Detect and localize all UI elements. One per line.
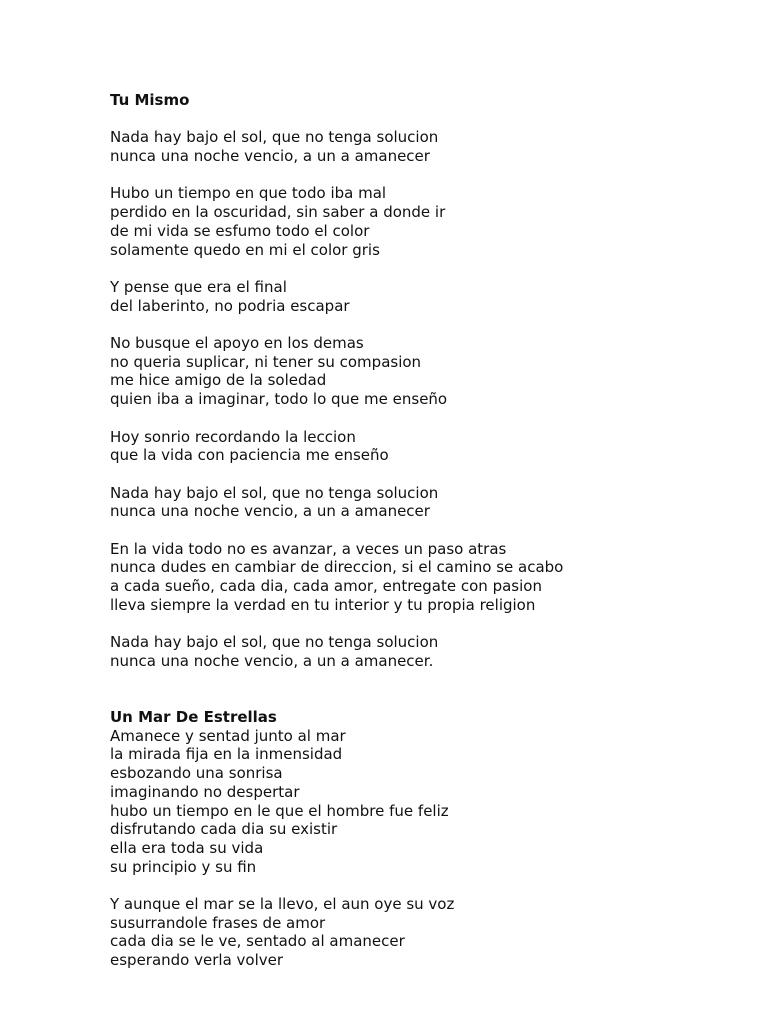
poem-line: Hubo un tiempo en que todo iba mal [110,184,387,203]
poem-line: Y aunque el mar se la llevo, el aun oye su voz [110,895,455,914]
poem-line: nunca dudes en cambiar de direccion, si el camino se acabo [110,558,564,577]
stanza [110,278,750,315]
poem-line: susurrandole frases de amor [110,913,326,932]
poem-line: disfrutando cada dia su existir [110,820,338,839]
poem-line: esperando verla volver [110,951,284,970]
stanza [110,334,750,409]
stanza [110,428,750,465]
poem-title: Un Mar De Estrellas [110,708,277,727]
poem-line: del laberinto, no podria escapar [110,296,350,315]
stanza [110,484,750,521]
stanza [110,128,750,165]
poem-line: En la vida todo no es avanzar, a veces un paso atras [110,539,507,558]
poem-line: su principio y su fin [110,857,257,876]
poem-line: Nada hay bajo el sol, que no tenga solucion [110,633,439,652]
poem-line: no queria suplicar, ni tener su compasion [110,352,422,371]
poem-line: hubo un tiempo en le que el hombre fue feliz [110,801,449,820]
poem-line: esbozando una sonrisa [110,764,283,783]
poem-line: nunca una noche vencio, a un a amanecer [110,147,430,166]
poem-line: Hoy sonrio recordando la leccion [110,427,356,446]
stanza [110,895,750,970]
poem-line: No busque el apoyo en los demas [110,334,364,353]
poem-line: que la vida con paciencia me enseño [110,446,389,465]
stanza [110,540,750,615]
poem-line: de mi vida se esfumo todo el color [110,221,370,240]
poem-line: Nada hay bajo el sol, que no tenga solucion [110,483,439,502]
poem-line: solamente quedo en mi el color gris [110,240,380,259]
stanza [110,633,750,670]
poem-line: cada dia se le ve, sentado al amanecer [110,932,405,951]
stanza [110,727,750,877]
poem-line: Y pense que era el final [110,277,287,296]
poem-line: lleva siempre la verdad en tu interior y tu propia religion [110,595,536,614]
document-page [110,91,750,989]
poem-line: ella era toda su vida [110,838,264,857]
poem-line: perdido en la oscuridad, sin saber a donde ir [110,203,446,222]
poem-line: la mirada fija en la inmensidad [110,745,343,764]
stanza [110,184,750,259]
poem-line: me hice amigo de la soledad [110,371,327,390]
poem-line: a cada sueño, cada dia, cada amor, entregate con pasion [110,577,542,596]
poem-line: nunca una noche vencio, a un a amanecer [110,502,430,521]
poem-line: nunca una noche vencio, a un a amanecer. [110,651,434,670]
poem-line: quien iba a imaginar, todo lo que me enseño [110,390,448,409]
poem-title: Tu Mismo [110,91,190,109]
poem-line: imaginando no despertar [110,782,300,801]
poem-line: Nada hay bajo el sol, que no tenga solucion [110,128,439,147]
poem-line: Amanece y sentad junto al mar [110,726,346,745]
